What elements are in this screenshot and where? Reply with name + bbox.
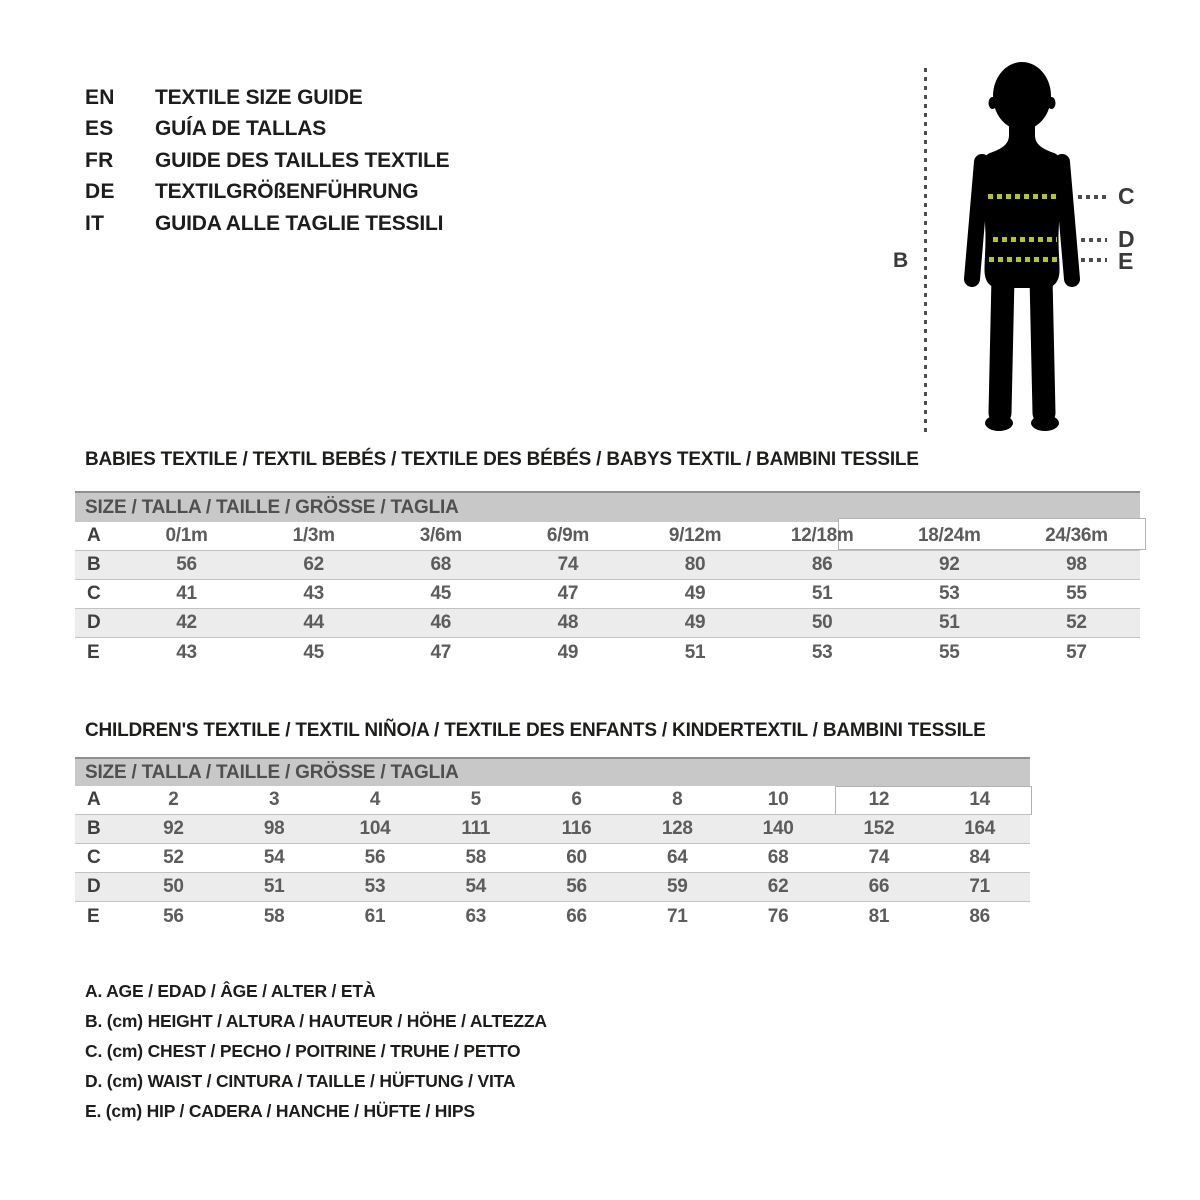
table-cell: 71 bbox=[667, 905, 688, 927]
table-cell: 68 bbox=[767, 847, 789, 868]
table-cell: 50 bbox=[811, 612, 833, 633]
table-row-E bbox=[75, 638, 1140, 667]
size-header-label: SIZE / TALLA / TAILLE / GRÖSSE / TAGLIA bbox=[85, 761, 459, 783]
legend-item-waist: D. (cm) WAIST / CINTURA / TAILLE / HÜFTUNG / VITA bbox=[85, 1070, 516, 1091]
babies-section-heading: BABIES TEXTILE / TEXTIL BEBÉS / TEXTILE DES BÉBÉS / BABYS TEXTIL / BAMBINI TESSILE bbox=[85, 449, 919, 470]
row-label: E bbox=[87, 905, 100, 927]
table-cell: 164 bbox=[964, 818, 996, 839]
size-header-label: SIZE / TALLA / TAILLE / GRÖSSE / TAGLIA bbox=[85, 496, 459, 518]
table-cell: 61 bbox=[364, 905, 386, 927]
table-cell: 56 bbox=[566, 876, 587, 897]
table-cell: 56 bbox=[364, 847, 386, 868]
table-row-C bbox=[75, 844, 1030, 873]
table-cell: 10 bbox=[767, 789, 789, 810]
table-body bbox=[75, 786, 1030, 931]
table-cell: 12 bbox=[868, 789, 890, 810]
table-cell: 53 bbox=[811, 641, 833, 663]
table-cell: 49 bbox=[684, 612, 706, 633]
table-cell: 12/18m bbox=[790, 525, 854, 546]
table-cell: 44 bbox=[303, 612, 324, 633]
guide-title-es: GUÍA DE TALLAS bbox=[155, 117, 327, 141]
table-cell: 111 bbox=[461, 818, 491, 839]
guide-title-en: TEXTILE SIZE GUIDE bbox=[155, 85, 363, 109]
table-cell: 6/9m bbox=[546, 525, 589, 546]
table-cell: 52 bbox=[1066, 612, 1087, 633]
legend-item-height: B. (cm) HEIGHT / ALTURA / HAUTEUR / HÖHE / ALTEZZA bbox=[85, 1010, 547, 1031]
table-cell: 9/12m bbox=[668, 525, 722, 546]
table-cell: 62 bbox=[303, 554, 324, 575]
table-cell: 56 bbox=[163, 905, 184, 927]
table-cell: 18/24m bbox=[917, 525, 981, 546]
table-cell: 51 bbox=[939, 612, 960, 633]
table-cell: 64 bbox=[667, 847, 688, 868]
language-code: IT bbox=[85, 211, 105, 235]
height-measure-dashed-line bbox=[924, 68, 927, 433]
hip-measure-line-on-body bbox=[989, 257, 1059, 262]
table-row-D bbox=[75, 609, 1140, 638]
table-cell: 46 bbox=[430, 612, 452, 633]
height-measure-label: B bbox=[893, 249, 909, 272]
table-cell: 60 bbox=[566, 847, 587, 868]
legend-item-hip: E. (cm) HIP / CADERA / HANCHE / HÜFTE / HIPS bbox=[85, 1100, 475, 1121]
table-cell: 54 bbox=[263, 847, 285, 868]
table-row-D bbox=[75, 873, 1030, 902]
table-cell: 0/1m bbox=[165, 525, 208, 546]
child-silhouette bbox=[955, 55, 1095, 445]
language-code: EN bbox=[85, 85, 115, 109]
table-cell: 6 bbox=[571, 789, 582, 810]
hip-measure-leader-line bbox=[1081, 258, 1107, 262]
table-cell: 48 bbox=[557, 612, 579, 633]
children-size-table bbox=[75, 757, 1030, 931]
table-cell: 4 bbox=[369, 789, 381, 810]
table-cell: 80 bbox=[684, 554, 706, 575]
table-cell: 98 bbox=[263, 818, 285, 839]
measurement-legend bbox=[85, 976, 547, 1126]
table-cell: 14 bbox=[969, 789, 990, 810]
table-row-B bbox=[75, 551, 1140, 580]
table-cell: 98 bbox=[1066, 554, 1087, 575]
table-cell: 58 bbox=[465, 847, 486, 868]
table-cell: 81 bbox=[868, 905, 890, 927]
guide-title-it: GUIDA ALLE TAGLIE TESSILI bbox=[155, 211, 444, 235]
waist-measure-line-on-body bbox=[993, 237, 1057, 242]
table-cell: 86 bbox=[811, 554, 833, 575]
guide-title-de: TEXTILGRÖßENFÜHRUNG bbox=[155, 180, 419, 204]
row-label: E bbox=[87, 641, 100, 663]
table-cell: 51 bbox=[684, 641, 706, 663]
waist-measure-leader-line bbox=[1081, 238, 1107, 242]
table-cell: 42 bbox=[176, 612, 197, 633]
table-cell: 3 bbox=[269, 789, 280, 810]
table-cell: 116 bbox=[561, 818, 592, 839]
table-cell: 128 bbox=[661, 818, 693, 839]
table-cell: 59 bbox=[667, 876, 688, 897]
table-cell: 55 bbox=[939, 641, 960, 663]
chest-measure-label: C bbox=[1118, 183, 1135, 209]
table-row-C bbox=[75, 580, 1140, 609]
table-body bbox=[75, 522, 1140, 667]
row-label: B bbox=[87, 554, 101, 575]
table-cell: 152 bbox=[863, 818, 895, 839]
row-label: D bbox=[87, 876, 101, 897]
legend-item-chest: C. (cm) CHEST / PECHO / POITRINE / TRUHE / PETTO bbox=[85, 1040, 521, 1061]
table-cell: 2 bbox=[168, 789, 179, 810]
table-cell: 104 bbox=[359, 818, 391, 839]
table-cell: 52 bbox=[163, 847, 184, 868]
table-cell: 51 bbox=[263, 876, 285, 897]
row-label: C bbox=[87, 583, 101, 604]
table-cell: 76 bbox=[767, 905, 789, 927]
language-code: DE bbox=[85, 180, 115, 204]
table-cell: 58 bbox=[263, 905, 285, 927]
table-cell: 8 bbox=[672, 789, 683, 810]
table-row-A bbox=[75, 786, 1030, 815]
table-row-A bbox=[75, 522, 1140, 551]
table-cell: 45 bbox=[303, 641, 324, 663]
table-cell: 92 bbox=[939, 554, 960, 575]
child-measurement-diagram bbox=[0, 0, 1200, 460]
table-cell: 54 bbox=[465, 876, 486, 897]
table-cell: 63 bbox=[465, 905, 486, 927]
row-label: B bbox=[87, 818, 101, 839]
table-cell: 92 bbox=[163, 818, 184, 839]
table-row-B bbox=[75, 815, 1030, 844]
language-code: FR bbox=[85, 148, 114, 172]
table-cell: 62 bbox=[767, 876, 789, 897]
table-cell: 47 bbox=[557, 583, 579, 604]
table-cell: 53 bbox=[364, 876, 386, 897]
table-row-E bbox=[75, 902, 1030, 931]
waist-measure-label: D bbox=[1118, 226, 1135, 252]
row-label: A bbox=[87, 525, 101, 546]
table-cell: 86 bbox=[969, 905, 990, 927]
guide-title-fr: GUIDE DES TAILLES TEXTILE bbox=[155, 148, 450, 172]
table-cell: 43 bbox=[176, 641, 197, 663]
table-cell: 51 bbox=[811, 583, 833, 604]
table-cell: 41 bbox=[176, 583, 197, 604]
table-cell: 66 bbox=[868, 876, 890, 897]
children-section-heading: CHILDREN'S TEXTILE / TEXTIL NIÑO/A / TEXTILE DES ENFANTS / KINDERTEXTIL / BAMBINI TESSILE bbox=[85, 720, 986, 741]
legend-item-age: A. AGE / EDAD / ÂGE / ALTER / ETÀ bbox=[85, 980, 376, 1001]
table-cell: 74 bbox=[868, 847, 890, 868]
table-cell: 140 bbox=[762, 818, 794, 839]
table-cell: 3/6m bbox=[419, 525, 462, 546]
hip-measure-label: E bbox=[1118, 248, 1134, 274]
table-cell: 43 bbox=[303, 583, 324, 604]
size-header-bar bbox=[75, 757, 1030, 786]
table-cell: 55 bbox=[1066, 583, 1087, 604]
table-cell: 45 bbox=[430, 583, 452, 604]
row-label: C bbox=[87, 847, 101, 868]
table-cell: 5 bbox=[470, 789, 481, 810]
row-label: D bbox=[87, 612, 101, 633]
table-cell: 74 bbox=[557, 554, 579, 575]
chest-measure-line-on-body bbox=[988, 194, 1058, 199]
table-cell: 24/36m bbox=[1045, 525, 1108, 546]
table-cell: 49 bbox=[557, 641, 579, 663]
table-cell: 50 bbox=[163, 876, 184, 897]
table-cell: 49 bbox=[684, 583, 706, 604]
chest-measure-leader-line bbox=[1078, 195, 1110, 199]
table-cell: 84 bbox=[969, 847, 990, 868]
row-label: A bbox=[87, 789, 101, 810]
table-cell: 57 bbox=[1066, 641, 1087, 663]
table-cell: 47 bbox=[430, 641, 452, 663]
language-code: ES bbox=[85, 117, 114, 141]
table-cell: 66 bbox=[566, 905, 587, 927]
table-cell: 68 bbox=[430, 554, 452, 575]
table-cell: 1/3m bbox=[292, 525, 335, 546]
table-cell: 56 bbox=[176, 554, 197, 575]
table-cell: 71 bbox=[969, 876, 990, 897]
table-cell: 53 bbox=[939, 583, 960, 604]
